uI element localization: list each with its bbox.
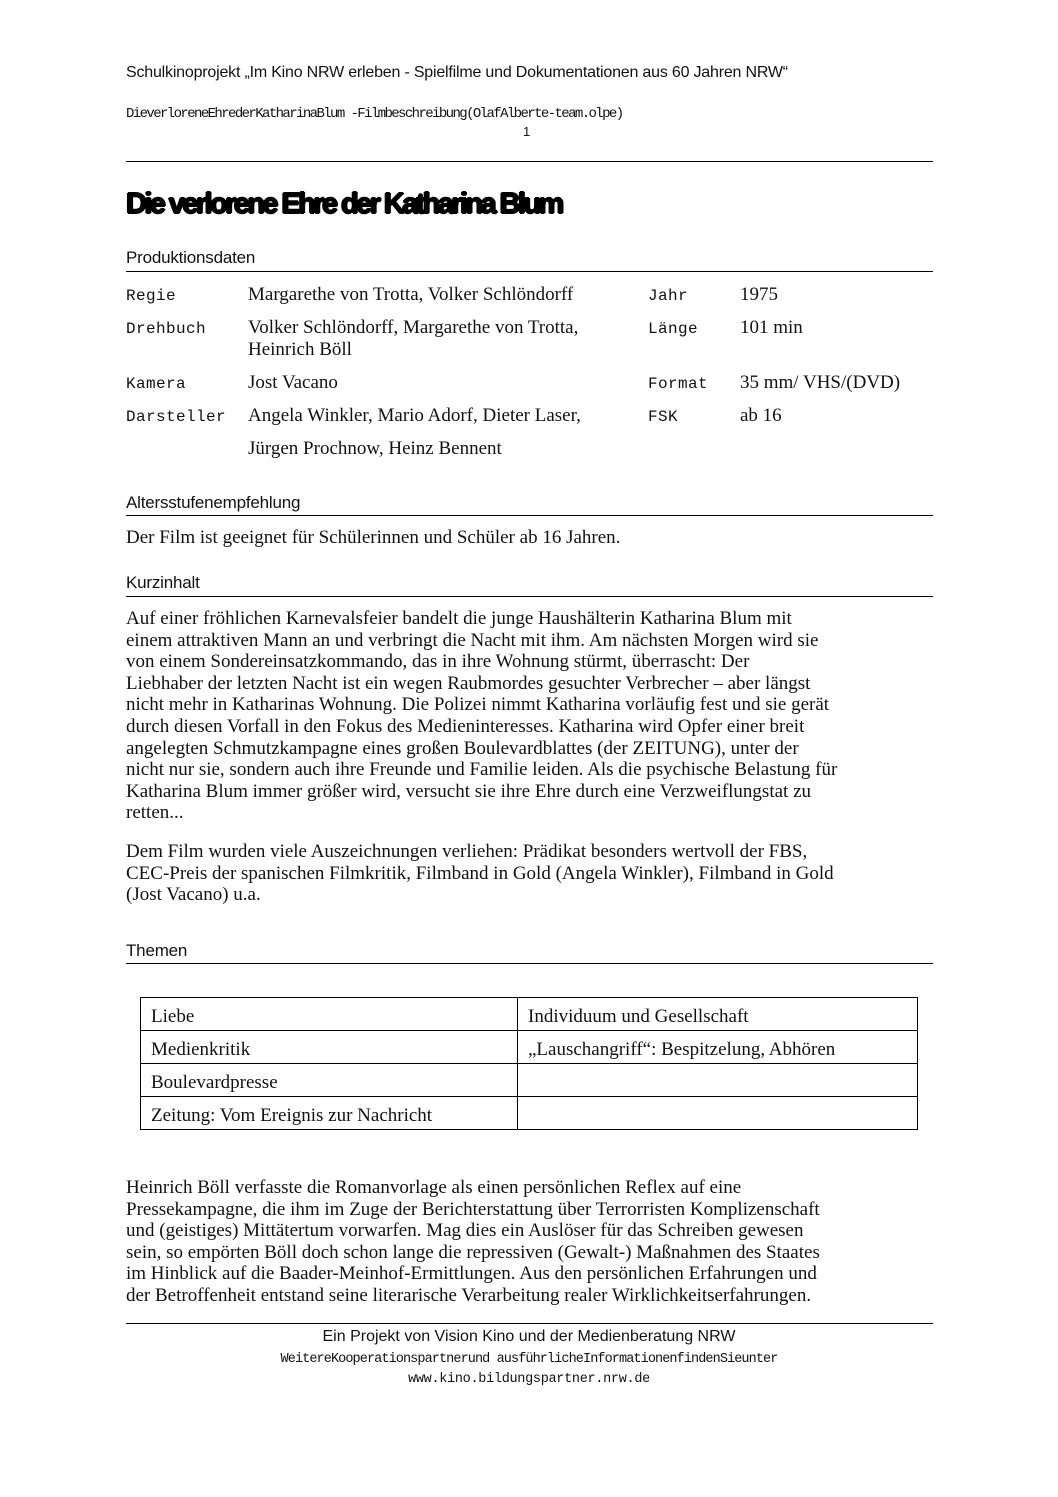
- closing-paragraph: [126, 1177, 936, 1307]
- table-row: [141, 1031, 918, 1064]
- production-divider: [126, 271, 933, 272]
- table-cell: [518, 1097, 918, 1130]
- value-format: 35 mm/ VHS/(DVD): [740, 372, 901, 393]
- awards-line: Dem Film wurden viele Auszeichnungen verliehen: Prädikat besonders wertvoll der FBS,: [126, 841, 808, 862]
- value-kamera: Jost Vacano: [248, 372, 338, 393]
- summary-paragraph: [126, 608, 936, 824]
- label-format: Format: [648, 375, 709, 393]
- table-cell: „Lauschangriff“: Bespitzelung, Abhören: [518, 1031, 918, 1064]
- label-kamera: Kamera: [126, 375, 187, 393]
- themes-divider: [126, 963, 933, 964]
- summary-line: Katharina Blum immer größer wird, versucht sie ihre Ehre durch eine Verzweiflungstat zu: [126, 780, 812, 802]
- value-darsteller-line2: Jürgen Prochnow, Heinz Bennent: [248, 438, 502, 459]
- table-row: [141, 998, 918, 1031]
- summary-line: nicht nur sie, sondern auch ihre Freunde und Familie leiden. Als die psychische Belastung für: [126, 759, 838, 781]
- summary-line: durch diesen Vorfall in den Fokus des Medieninteresses. Katharina wird Opfer einer breit: [126, 715, 805, 737]
- closing-line: im Hinblick auf die Baader-Meinhof-Ermittlungen. Aus den persönlichen Erfahrungen und: [126, 1263, 817, 1285]
- age-heading: Altersstufenempfehlung: [126, 493, 301, 512]
- label-regie: Regie: [126, 287, 177, 305]
- label-laenge: Länge: [648, 320, 699, 338]
- summary-line: retten...: [126, 802, 184, 824]
- footer-divider: [126, 1323, 933, 1324]
- label-drehbuch: Drehbuch: [126, 320, 207, 338]
- header-divider: [126, 161, 933, 162]
- production-heading: Produktionsdaten: [126, 248, 256, 267]
- label-darsteller: Darsteller: [126, 408, 227, 426]
- value-darsteller-line1: Angela Winkler, Mario Adorf, Dieter Laser,: [248, 405, 581, 426]
- value-jahr: 1975: [740, 284, 778, 305]
- document-title: Die verlorene Ehre der Katharina Blum: [126, 188, 562, 220]
- age-divider: [126, 515, 933, 516]
- closing-line: Heinrich Böll verfasste die Romanvorlage als einen persönlichen Reflex auf eine: [126, 1177, 742, 1198]
- footer-website-link[interactable]: www.kino.bildungspartner.nrw.de: [408, 1372, 650, 1387]
- themes-table: [140, 997, 918, 1130]
- awards-paragraph: [126, 841, 936, 906]
- summary-heading: Kurzinhalt: [126, 573, 200, 592]
- summary-line: Liebhaber der letzten Nacht ist ein wegen Raubmordes gesuchter Verbrecher – aber längst: [126, 672, 811, 694]
- value-fsk: ab 16: [740, 405, 782, 426]
- header-subtitle-line: DieverloreneEhrederKatharinaBlum -Filmbeschreibung(OlafAlberte-team.olpe): [126, 106, 623, 122]
- themes-heading: Themen: [126, 941, 188, 960]
- table-cell: Boulevardpresse: [141, 1064, 518, 1097]
- table-cell: Zeitung: Vom Ereignis zur Nachricht: [141, 1097, 518, 1130]
- label-fsk: FSK: [648, 408, 679, 426]
- age-text: Der Film ist geeignet für Schülerinnen und Schüler ab 16 Jahren.: [126, 527, 621, 548]
- awards-line: CEC-Preis der spanischen Filmkritik, Filmband in Gold (Angela Winkler), Filmband in Gold: [126, 862, 834, 884]
- closing-line: Pressekampagne, die ihm im Zuge der Berichterstattung über Terrorristen Komplizenschaft: [126, 1198, 820, 1220]
- value-drehbuch-line2: Heinrich Böll: [248, 339, 352, 360]
- footer-cooperation: WeitereKooperationspartnerund ausführlicheInformationenfindenSieunter: [280, 1352, 778, 1367]
- table-row: [141, 1097, 918, 1130]
- value-drehbuch-line1: Volker Schlöndorff, Margarethe von Trotta,: [248, 317, 579, 338]
- table-cell: Individuum und Gesellschaft: [518, 998, 918, 1031]
- footer-project: Ein Projekt von Vision Kino und der Medienberatung NRW: [322, 1328, 736, 1345]
- summary-line: Auf einer fröhlichen Karnevalsfeier bandelt die junge Haushälterin Katharina Blum mit: [126, 608, 792, 629]
- page-number: 1: [523, 124, 531, 139]
- closing-line: und (geistiges) Mittätertum vorwarfen. Mag dies ein Auslöser für das Schreiben gewesen: [126, 1220, 804, 1242]
- table-row: [141, 1064, 918, 1097]
- summary-divider: [126, 596, 933, 597]
- label-jahr: Jahr: [648, 287, 689, 305]
- summary-line: angelegten Schmutzkampagne eines großen Boulevardblattes (der ZEITUNG), unter der: [126, 737, 799, 759]
- summary-line: von einem Sondereinsatzkommando, das in ihre Wohnung stürmt, überrascht: Der: [126, 651, 750, 673]
- closing-line: der Betroffenheit entstand seine literarische Verarbeitung realer Wirklichkeitserfahrungen.: [126, 1284, 812, 1306]
- summary-line: nicht mehr in Katharinas Wohnung. Die Polizei nimmt Katharina vorläufig fest und sie gerät: [126, 694, 830, 716]
- value-regie: Margarethe von Trotta, Volker Schlöndorff: [248, 284, 574, 305]
- table-cell: [518, 1064, 918, 1097]
- table-cell: Medienkritik: [141, 1031, 518, 1064]
- header-project-line: Schulkinoprojekt „Im Kino NRW erleben - Spielfilme und Dokumentationen aus 60 Jahren NRW“: [126, 64, 788, 81]
- value-laenge: 101 min: [740, 317, 803, 338]
- awards-line: (Jost Vacano) u.a.: [126, 884, 261, 906]
- table-cell: Liebe: [141, 998, 518, 1031]
- summary-line: einem attraktiven Mann an und verbringt die Nacht mit ihm. Am nächsten Morgen wird sie: [126, 629, 819, 651]
- closing-line: sein, so empörten Böll doch schon lange die repressiven (Gewalt-) Maßnahmen des Staates: [126, 1241, 820, 1263]
